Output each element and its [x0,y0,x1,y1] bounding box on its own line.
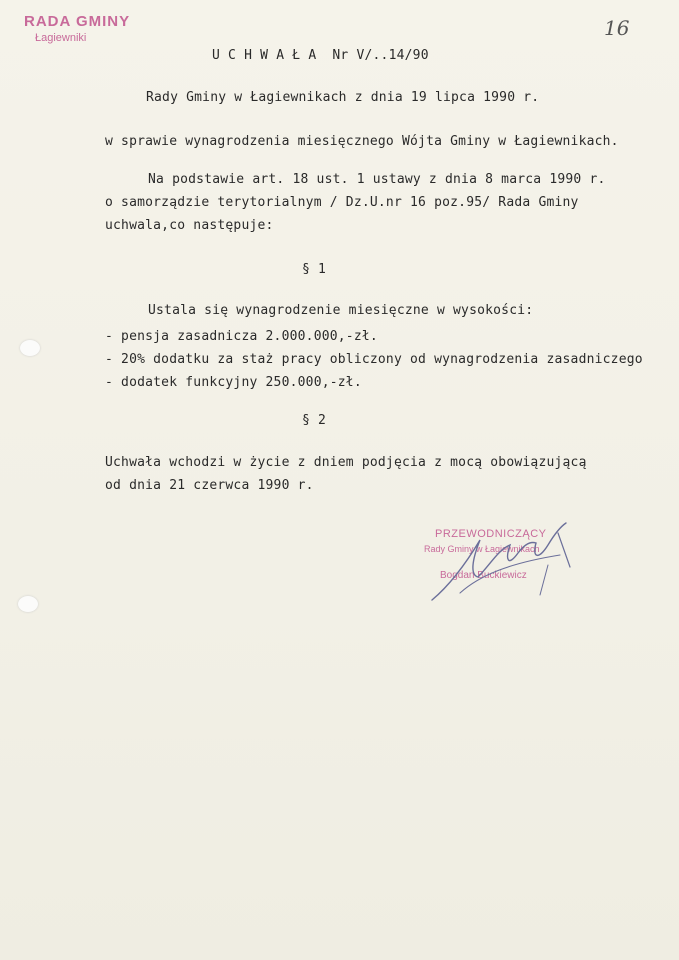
council-stamp-title: RADA GMINY [24,13,131,30]
section-1-item-1: - pensja zasadnicza 2.000.000,-zł. [105,329,378,344]
council-stamp-place: Łagiewniki [35,32,87,44]
punch-hole-bottom [18,596,38,612]
section-2-mark: § 2 [302,413,327,428]
section-1-mark: § 1 [302,262,327,277]
subject-line: w sprawie wynagrodzenia miesięcznego Wójta Gminy w Łagiewnikach. [105,134,619,149]
section-1-item-2: - 20% dodatku za staż pracy obliczony od wynagrodzenia zasadniczego [105,352,643,367]
chair-stamp-name: Bogdan Buckiewicz [440,570,527,581]
basis-line-1: Na podstawie art. 18 ust. 1 ustawy z dnia 8 marca 1990 r. [148,172,606,187]
section-1-intro: Ustala się wynagrodzenie miesięczne w wysokości: [148,303,534,318]
council-date-line: Rady Gminy w Łagiewnikach z dnia 19 lipca 1990 r. [146,90,540,105]
page-number: 16 [604,16,630,40]
signature [420,505,580,625]
section-1-item-3: - dodatek funkcyjny 250.000,-zł. [105,375,362,390]
chair-stamp-title: PRZEWODNICZĄCY [435,528,547,540]
resolution-heading: U C H W A Ł A Nr V/..14/90 [212,48,429,63]
basis-line-2: o samorządzie terytorialnym / Dz.U.nr 16 poz.95/ Rada Gminy [105,195,579,210]
basis-line-3: uchwala,co następuje: [105,218,274,233]
punch-hole-top [20,340,40,356]
chair-stamp-body: Rady Gminy w Łagiewnikach [424,544,540,554]
section-2-line-1: Uchwała wchodzi w życie z dniem podjęcia z mocą obowiązującą [105,455,587,470]
section-2-line-2: od dnia 21 czerwca 1990 r. [105,478,314,493]
